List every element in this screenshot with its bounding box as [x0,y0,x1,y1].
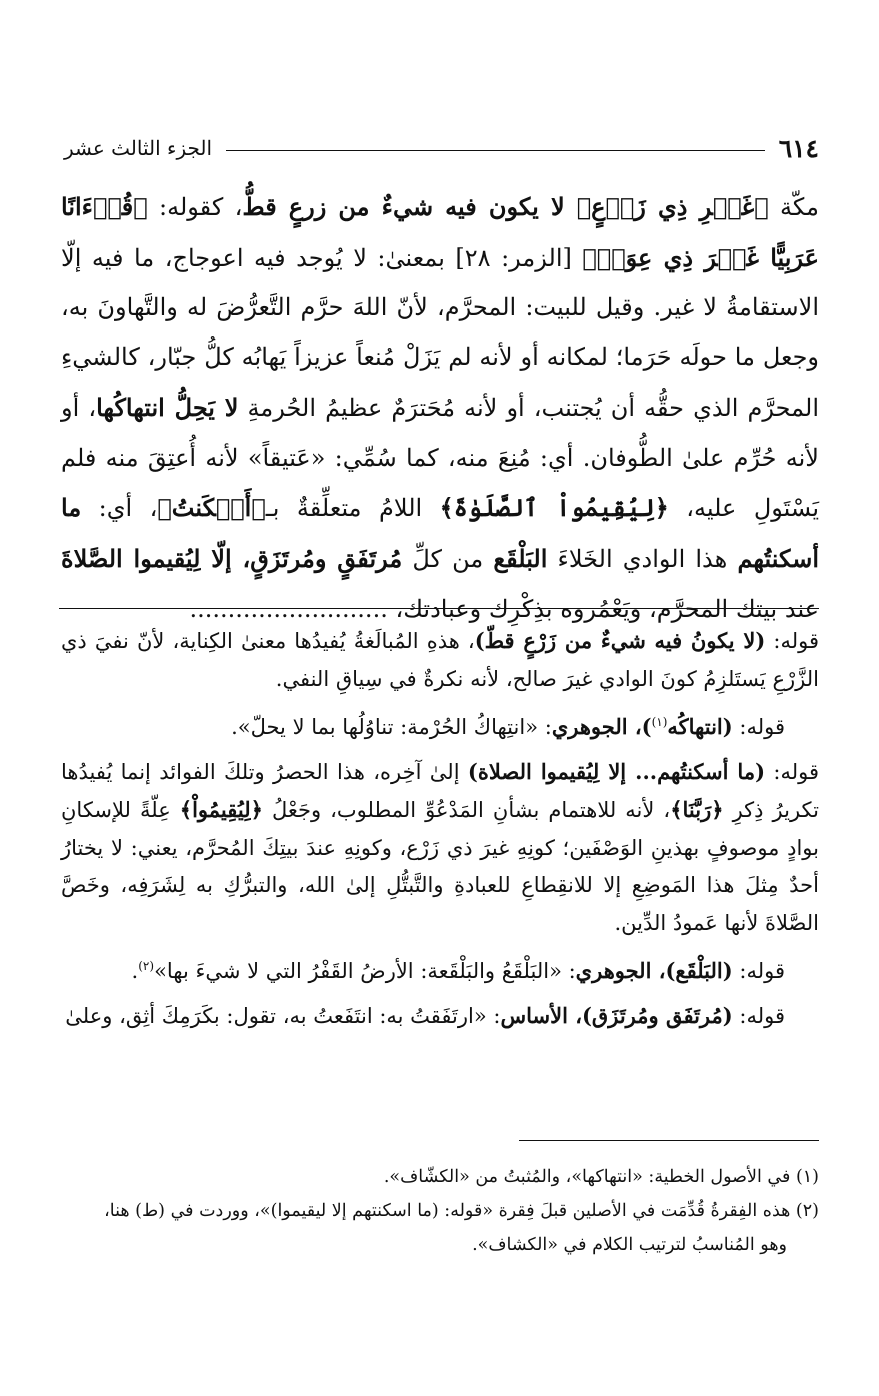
commentary-paragraph [61,997,819,1036]
text-run: عند بيتك المحرَّم، ويَعْمُروه بذِكْرِك وعبادتك، .......................... [189,594,819,623]
text-run: : «انتِهاكُ الحُرْمة: تناوُلُها بما لا يحلّ». [231,715,552,739]
emphasized-text: (انتهاكُه [667,714,733,739]
commentary-paragraph [61,753,819,943]
header-rule [226,150,765,151]
emphasized-text: (لا يكونُ فيه شيءٌ من زَرْعٍ قطّ) [474,628,766,653]
footnote-2-continued: وهو المُناسبُ لترتيب الكلام في «الكشاف». [472,1235,787,1255]
text-run: : «ارتَفَقتُ به: انتَفَعتُ به، تقول: بكَرَمِكَ أثِق، وعلىٰ [65,1003,501,1028]
emphasized-text: لا يكون فيه شيءٌ من زرعٍ قطُّ [242,192,577,221]
footnote-2: (٢) هذه الفِقرةُ قُدِّمَت في الأصلين قبلَ فِقرة «قوله: (ما اسكنتهم إلا ليقيموا)»، ووردت في (ط) هنا، [104,1201,819,1221]
text-run: ، أو لأنه حُرِّم علىٰ الطُّوفان. أي: مُنِعَ منه، كما سُمِّي: «عَتيقاً» لأنه أُعتِقَ منه فلم يَسْتَولِ عليه، [61,393,820,523]
running-title: الجزء الثالث عشر [64,136,213,160]
emphasized-text: (مُرتَفَق ومُرتَزَق)، الأساس [500,1002,733,1028]
text-run: عِلّةً للإسكانِ بوادٍ موصوفٍ بهذينِ الوَصْفَين؛ كونِهِ غيرَ ذي زَرْع، وكونِهِ عندَ بيتِكَ المُحرَّم، يعني: لا يختارُ أحدٌ مِثلَ هذا المَوضِعِ إلا للانقِطاعِ للعبادةِ والتَّبتُّلِ إلىٰ الله، والتبرُّكِ به لِشَرَفِه، وخَصَّ الصَّلاةَ لأنها عَمودُ الدِّين. [61,798,819,935]
emphasized-text: لا يَحِلُّ انتهاكُها [96,392,239,422]
text-run: اللامُ متعلِّقةٌ بـ [265,494,440,523]
commentary-section [61,622,819,1041]
running-header [64,128,819,168]
text-run: قوله: [765,629,819,653]
text-run: ، كقوله: [147,193,243,221]
emphasized-text: (البَلْقَع)، الجوهري [575,958,733,983]
emphasized-text: مُرتَفَقٍ ومُرتَزَقٍ، إلّا لِيُقيموا الصَّلاةَ [61,543,403,573]
emphasized-text: ﴿رَبَّنَا﴾ [670,797,724,822]
text-run: ، لأنه للاهتمام بشأنِ المَدْعُوِّ المطلوب، وجَعْلُ [262,798,671,822]
text-run: قوله: [732,1003,785,1028]
emphasized-text: ﴿قُرۡءَانًا عَرَبِيًّا غَيۡرَ ذِي عِوَجٖ﴾ [61,192,819,272]
text-run: قوله: [732,959,785,983]
emphasized-text: ﴿لِيُقِيمُواْ﴾ [179,797,263,822]
text-run: من كلِّ [402,544,494,573]
footnote-divider [519,1140,819,1141]
text-run: إلىٰ آخِره، هذا الحصرُ وتلكَ الفوائد إنما يُفيدُها تكريرُ ذِكرِ [61,759,819,822]
emphasized-text: ﴿أَسۡكَنتُ﴾ [157,493,266,523]
main-text [61,182,819,634]
text-run: هذا الوادي الخَلاءَ [547,544,738,573]
commentary-paragraph [61,704,819,747]
footnote-marker: (٢) [138,959,155,973]
emphasized-text: ﴿غَيۡرِ ذِي زَرۡعٍ﴾ [576,192,769,221]
text-run: [الزمر: ٢٨] بمعنىٰ: لا يُوجد فيه اعوجاج، ما فيه إلّا الاستقامةُ لا غير. وقيل للبيت: المحرَّم، لأنّ اللهَ حرَّم التَّعرُّضَ له والتَّهاونَ به، وجعل ما حولَه حَرَما؛ لمكانه أو لأنه لم يَزَلْ مُنعاً عزيزاً يَهابُه كلُّ جبّار، كالشيءِ المحرَّم الذي حقُّه أن يُجتنب، أو لأنه مُحَترَمٌ عظيمُ الحُرمةِ [61,243,819,422]
emphasized-text: ﴿لِيُقِيمُواْ ٱلصَّلَوٰةَ﴾ [439,493,669,523]
commentary-paragraph [61,948,819,991]
text-run: ، أي: [81,494,158,523]
text-run: قوله: [765,759,819,784]
text-run: . [131,959,139,983]
text-run: قوله: [732,715,785,739]
footnote-marker: (١) [651,715,668,729]
text-run: ، هذهِ المُبالَغةُ يُفيدُها معنىٰ الكِناية، لأنّ نفيَ ذي الزَّرْعِ يَستَلزِمُ كونَ الوادي غيرَ صالح، لأنه نكرةٌ في سِياقِ النفي. [61,629,819,691]
emphasized-text: البَلْقَع [493,543,548,573]
emphasized-text: )، الجوهري [551,714,652,739]
footnotes [61,1160,819,1262]
commentary-paragraph [61,622,819,698]
main-paragraph [61,182,819,634]
emphasized-text: ما أسكنتُهم [61,493,819,573]
page-number: ٦١٤ [778,133,819,163]
text-run: مكّة [768,193,819,221]
text-run: : «البَلْقَعُ والبَلْقَعة: الأرضُ القَفْرُ التي لا شيءَ بها» [154,959,576,983]
footnote-1: (١) في الأصول الخطية: «انتهاكها»، والمُثبتُ من «الكشّاف». [383,1167,819,1187]
emphasized-text: (ما أسكنتُهم... إلا لِيُقيموا الصلاة) [467,758,766,784]
commentary-divider [59,608,819,609]
